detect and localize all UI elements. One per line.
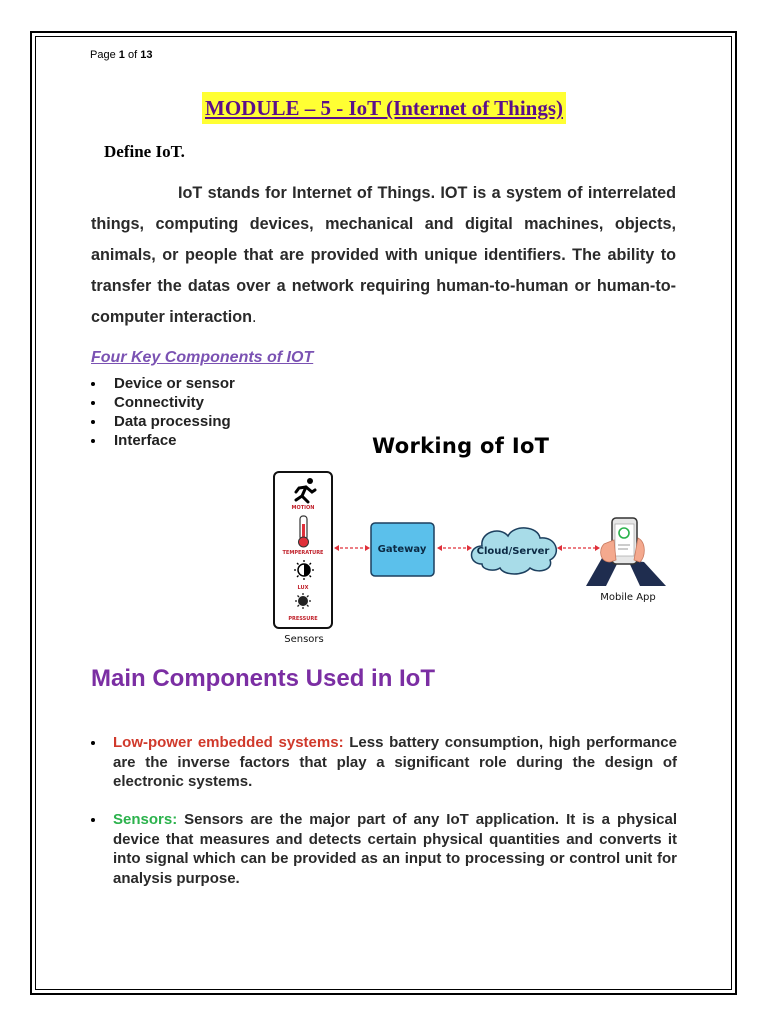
list-item: Connectivity (91, 393, 235, 412)
main-components-heading: Main Components Used in IoT (91, 665, 436, 692)
mobile-app-icon (586, 518, 666, 586)
page-number: Page 1 of 13 (90, 49, 153, 61)
key-components-list (91, 374, 235, 450)
sensor-label-temperature: TEMPERATURE (282, 550, 324, 556)
gateway-label: Gateway (377, 544, 427, 555)
thermometer-icon (299, 516, 309, 547)
mobile-app-label: Mobile App (600, 592, 656, 603)
list-item: Device or sensor (91, 374, 235, 393)
list-item: Low-power embedded systems: Less battery consumption, high performance are the inverse factors that play a significant role during the design of electronic systems. (91, 733, 677, 792)
sensor-label-lux: LUX (297, 585, 309, 591)
sensor-label-pressure: PRESSURE (288, 616, 318, 622)
sensors-caption: Sensors (284, 634, 324, 645)
list-item: Sensors: Sensors are the major part of any IoT application. It is a physical device that measures and detects certain physical quantities and converts it into signal which can be provided as an input to processing or control unit for analysis purpose. (91, 810, 677, 888)
define-heading: Define IoT. (104, 142, 185, 161)
sensor-label-motion: MOTION (291, 505, 315, 511)
cloud-label: Cloud/Server (476, 546, 550, 557)
iot-diagram (268, 466, 678, 651)
diagram-title: Working of IoT (372, 434, 550, 458)
list-item: Data processing (91, 412, 235, 431)
key-components-heading: Four Key Components of IOT (91, 349, 314, 366)
page-title: MODULE – 5 - IoT (Internet of Things) (202, 92, 566, 124)
list-item: Interface (91, 431, 235, 450)
intro-paragraph: IoT stands for Internet of Things. IOT is a system of interrelated things, computing devices, mechanical and digital machines, objects, animals, or people that are provided with unique identifiers. The ability to transfer the datas over a network requiring human-to-human or human-to-computer interaction. (91, 184, 676, 326)
